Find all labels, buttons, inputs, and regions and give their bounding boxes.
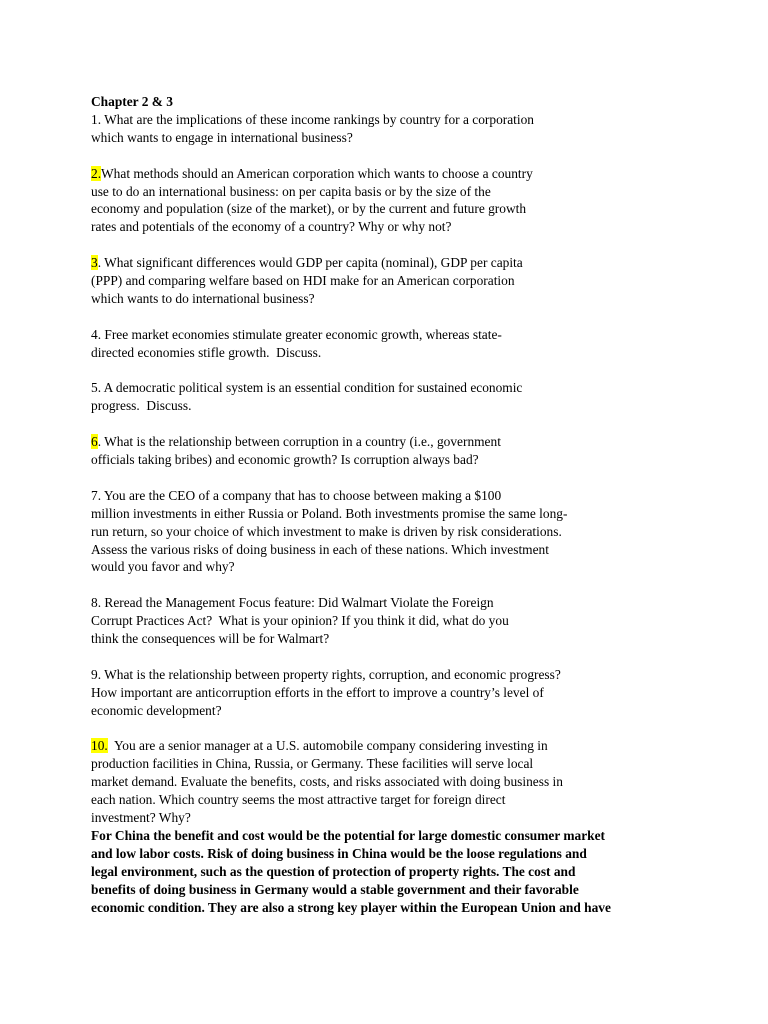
paragraph-gap: [91, 308, 691, 326]
question-text: run return, so your choice of which investment to make is driven by risk considerations.: [91, 523, 562, 539]
question-text: Corrupt Practices Act? What is your opinion? If you think it did, what do you: [91, 613, 509, 629]
question-text: What are the implications of these income rankings by country for a corporation: [101, 111, 534, 127]
question-text: each nation. Which country seems the most attractive target for foreign direct: [91, 792, 506, 808]
question-text: which wants to do international business?: [91, 290, 315, 306]
question-text: investment? Why?: [91, 810, 191, 826]
question-number-highlighted: 10.: [91, 738, 108, 754]
question-line: [91, 379, 691, 397]
question-4: [91, 326, 691, 362]
question-text: You are the CEO of a company that has to choose between making a $100: [101, 487, 502, 503]
question-text: which wants to engage in international business?: [91, 129, 353, 145]
paragraph-gap: [91, 415, 691, 433]
question-1: [91, 111, 691, 147]
question-5: [91, 379, 691, 415]
question-text: (PPP) and comparing welfare based on HDI make for an American corporation: [91, 273, 515, 289]
question-text: A democratic political system is an essential condition for sustained economic: [101, 380, 523, 396]
paragraph-gap: [91, 362, 691, 380]
answer-line: economic condition. They are also a strong key player within the European Union and have: [91, 899, 611, 915]
question-number: 1.: [91, 111, 102, 127]
question-7: [91, 487, 691, 577]
question-3: [91, 254, 691, 308]
question-line: [91, 594, 691, 612]
question-line: [91, 326, 691, 344]
question-text: Assess the various risks of doing business in each of these nations. Which investment: [91, 541, 549, 557]
question-text: What is the relationship between property rights, corruption, and economic progress?: [101, 666, 561, 682]
question-text: You are a senior manager at a U.S. automobile company considering investing in: [107, 738, 548, 754]
question-number-highlighted: 3: [91, 255, 98, 271]
question-line: [91, 737, 691, 755]
question-text: rates and potentials of the economy of a country? Why or why not?: [91, 219, 452, 235]
question-10: [91, 737, 691, 827]
question-text: directed economies stifle growth. Discuss.: [91, 344, 322, 360]
document-page: [91, 93, 691, 917]
question-line: [91, 254, 691, 272]
question-text: officials taking bribes) and economic growth? Is corruption always bad?: [91, 452, 479, 468]
question-2: [91, 165, 691, 237]
question-number: 5.: [91, 380, 102, 396]
question-text: economic development?: [91, 702, 222, 718]
question-number-highlighted: 6: [91, 434, 98, 450]
question-number: 9.: [91, 666, 102, 682]
question-text: think the consequences will be for Walmart?: [91, 631, 330, 647]
question-line: [91, 433, 691, 451]
paragraph-gap: [91, 648, 691, 666]
question-text: economy and population (size of the market), or by the current and future growth: [91, 201, 527, 217]
question-line: [91, 165, 691, 183]
document-title: Chapter 2 & 3: [91, 94, 173, 109]
question-text: Free market economies stimulate greater economic growth, whereas state-: [101, 326, 502, 342]
answer-line: legal environment, such as the question of protection of property rights. The cost and: [91, 863, 576, 879]
question-number: 8.: [91, 595, 102, 611]
answer-line: and low labor costs. Risk of doing business in China would be the loose regulations and: [91, 845, 587, 861]
paragraph-gap: [91, 720, 691, 738]
answer-paragraph: [91, 827, 691, 917]
paragraph-gap: [91, 147, 691, 165]
paragraph-gap: [91, 236, 691, 254]
question-number: 7.: [91, 487, 102, 503]
question-text: How important are anticorruption efforts in the effort to improve a country’s level of: [91, 684, 544, 700]
question-text: . What is the relationship between corruption in a country (i.e., government: [97, 434, 501, 450]
question-6: [91, 433, 691, 469]
question-line: [91, 111, 691, 129]
paragraph-gap: [91, 576, 691, 594]
question-9: [91, 666, 691, 720]
question-text: production facilities in China, Russia, or Germany. These facilities will serve local: [91, 756, 534, 772]
question-text: use to do an international business: on per capita basis or by the size of the: [91, 183, 491, 199]
question-text: Reread the Management Focus feature: Did Walmart Violate the Foreign: [101, 595, 494, 611]
question-text: million investments in either Russia or Poland. Both investments promise the same long-: [91, 505, 568, 521]
question-number: 4.: [91, 326, 102, 342]
answer-line: benefits of doing business in Germany would a stable government and their favorable: [91, 881, 579, 897]
question-number-highlighted: 2.: [91, 165, 102, 181]
question-text: market demand. Evaluate the benefits, costs, and risks associated with doing business in: [91, 774, 563, 790]
paragraph-gap: [91, 469, 691, 487]
question-text: . What significant differences would GDP per capita (nominal), GDP per capita: [97, 255, 523, 271]
question-text: What methods should an American corporation which wants to choose a country: [101, 165, 533, 181]
question-8: [91, 594, 691, 648]
question-line: [91, 487, 691, 505]
question-text: would you favor and why?: [91, 559, 235, 575]
question-line: [91, 666, 691, 684]
question-text: progress. Discuss.: [91, 398, 192, 414]
answer-line: For China the benefit and cost would be the potential for large domestic consumer market: [91, 828, 606, 844]
